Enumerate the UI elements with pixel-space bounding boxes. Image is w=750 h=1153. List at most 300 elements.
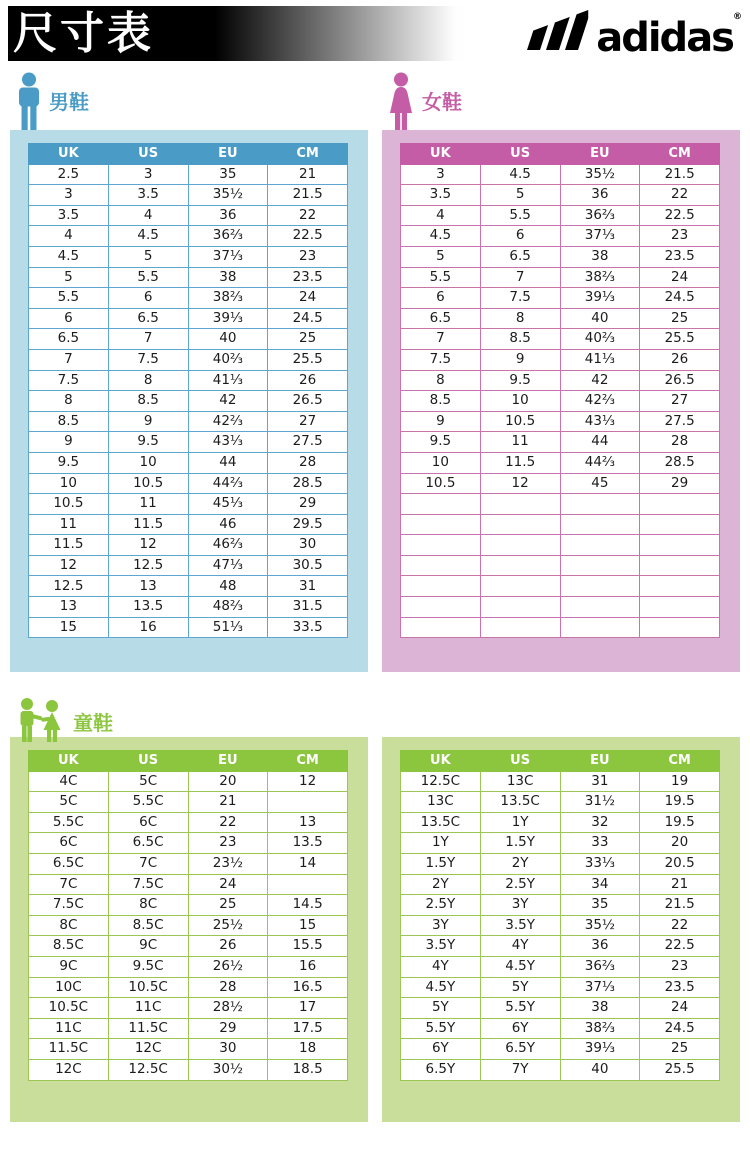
size-cell: 46: [188, 514, 268, 535]
size-cell: 13: [108, 576, 188, 597]
size-row: [29, 391, 348, 412]
size-row: [29, 205, 348, 226]
size-cell: 21: [640, 874, 720, 895]
size-cell: 12C: [108, 1039, 188, 1060]
size-cell: 3.5Y: [480, 915, 560, 936]
size-cell: 4.5: [401, 226, 481, 247]
size-cell: 31: [560, 771, 640, 792]
size-row: [401, 185, 720, 206]
man-icon: [14, 72, 44, 130]
size-cell: 6Y: [480, 1018, 560, 1039]
men-section-label: 男鞋: [49, 90, 89, 114]
size-cell: 7: [29, 349, 109, 370]
size-cell: [640, 535, 720, 556]
size-cell: [401, 494, 481, 515]
column-header-eu: EU: [188, 751, 268, 772]
size-cell: 10.5C: [29, 998, 109, 1019]
size-cell: 19.5: [640, 812, 720, 833]
size-cell: 10C: [29, 977, 109, 998]
size-cell: 9.5: [480, 370, 560, 391]
size-cell: 27: [640, 391, 720, 412]
size-row: [401, 792, 720, 813]
size-row: [401, 853, 720, 874]
women-section-label: 女鞋: [422, 90, 462, 114]
kids-size-table-right: [400, 750, 720, 1081]
title-bar: [8, 6, 468, 61]
size-cell: 28.5: [640, 452, 720, 473]
size-cell: [268, 874, 348, 895]
size-cell: 23.5: [268, 267, 348, 288]
size-cell: 25: [640, 308, 720, 329]
size-cell: 8.5: [108, 391, 188, 412]
size-cell: 37⅓: [188, 246, 268, 267]
size-row: [401, 915, 720, 936]
size-cell: 18: [268, 1039, 348, 1060]
men-section-header: [14, 72, 89, 130]
size-cell: [480, 494, 560, 515]
size-cell: [560, 535, 640, 556]
size-cell: 28½: [188, 998, 268, 1019]
size-cell: 46⅔: [188, 535, 268, 556]
size-cell: 3.5: [401, 185, 481, 206]
size-cell: [560, 514, 640, 535]
size-cell: 3: [108, 164, 188, 185]
size-cell: 5.5: [29, 288, 109, 309]
size-cell: [480, 535, 560, 556]
size-row: [401, 452, 720, 473]
size-cell: 29: [268, 494, 348, 515]
size-cell: 6: [108, 288, 188, 309]
size-row: [29, 226, 348, 247]
size-cell: 5: [480, 185, 560, 206]
size-cell: 26.5: [640, 370, 720, 391]
size-cell: 43⅓: [560, 411, 640, 432]
column-header-cm: CM: [640, 144, 720, 165]
size-cell: 48⅔: [188, 597, 268, 618]
size-cell: 40: [560, 1059, 640, 1080]
size-cell: 23½: [188, 853, 268, 874]
size-cell: 24: [268, 288, 348, 309]
size-cell: 33⅓: [560, 853, 640, 874]
size-cell: 16.5: [268, 977, 348, 998]
column-header-uk: UK: [401, 751, 481, 772]
size-row: [401, 494, 720, 515]
size-row: [29, 1018, 348, 1039]
size-row: [29, 246, 348, 267]
size-row: [401, 555, 720, 576]
size-row: [401, 514, 720, 535]
column-header-eu: EU: [560, 751, 640, 772]
size-cell: 22: [640, 915, 720, 936]
size-cell: [560, 555, 640, 576]
size-cell: 6.5C: [29, 853, 109, 874]
kids-left-table-body: [29, 771, 348, 1080]
size-cell: 35½: [560, 164, 640, 185]
size-row: [29, 1039, 348, 1060]
size-cell: 8C: [29, 915, 109, 936]
size-cell: 33.5: [268, 617, 348, 638]
size-cell: 9C: [29, 956, 109, 977]
size-row: [29, 812, 348, 833]
size-cell: 39⅓: [560, 288, 640, 309]
size-cell: 35½: [188, 185, 268, 206]
size-cell: 21.5: [640, 164, 720, 185]
size-cell: [401, 576, 481, 597]
size-cell: 7.5C: [29, 895, 109, 916]
size-cell: 1Y: [401, 833, 481, 854]
column-header-cm: CM: [268, 751, 348, 772]
size-cell: 7Y: [480, 1059, 560, 1080]
size-cell: 31½: [560, 792, 640, 813]
size-cell: [480, 576, 560, 597]
size-cell: 8.5: [401, 391, 481, 412]
size-cell: 17.5: [268, 1018, 348, 1039]
size-cell: 40: [560, 308, 640, 329]
adidas-logo: [524, 10, 742, 62]
size-cell: 9C: [108, 936, 188, 957]
size-cell: 26½: [188, 956, 268, 977]
size-cell: 32: [560, 812, 640, 833]
size-cell: 22: [640, 185, 720, 206]
size-cell: 44⅔: [560, 452, 640, 473]
size-cell: 7: [480, 267, 560, 288]
size-cell: 13C: [401, 792, 481, 813]
size-cell: 36: [560, 185, 640, 206]
size-cell: 12.5C: [401, 771, 481, 792]
size-cell: 1Y: [480, 812, 560, 833]
size-cell: 4Y: [401, 956, 481, 977]
size-cell: 36: [188, 205, 268, 226]
women-section-header: [385, 72, 462, 130]
size-cell: 11C: [108, 998, 188, 1019]
size-cell: 12: [268, 771, 348, 792]
size-cell: 11C: [29, 1018, 109, 1039]
size-cell: 11: [108, 494, 188, 515]
size-row: [401, 246, 720, 267]
size-cell: 6.5: [29, 329, 109, 350]
size-cell: 8: [401, 370, 481, 391]
size-row: [401, 576, 720, 597]
size-cell: 28: [188, 977, 268, 998]
size-cell: [640, 494, 720, 515]
size-cell: 4: [29, 226, 109, 247]
size-cell: 7C: [29, 874, 109, 895]
size-cell: 38: [560, 246, 640, 267]
size-cell: 4.5: [29, 246, 109, 267]
men-table-body: [29, 164, 348, 638]
men-table-header-row: [29, 144, 348, 165]
size-cell: [640, 514, 720, 535]
size-cell: 6C: [29, 833, 109, 854]
size-cell: 8C: [108, 895, 188, 916]
size-cell: [640, 617, 720, 638]
size-row: [29, 956, 348, 977]
size-cell: 9.5: [29, 452, 109, 473]
size-cell: 27.5: [268, 432, 348, 453]
size-cell: 10: [108, 452, 188, 473]
size-cell: [268, 792, 348, 813]
size-cell: 29.5: [268, 514, 348, 535]
size-cell: 8.5C: [29, 936, 109, 957]
size-cell: 9: [29, 432, 109, 453]
size-row: [401, 267, 720, 288]
size-cell: 44: [188, 452, 268, 473]
size-cell: 30: [268, 535, 348, 556]
size-cell: 7.5: [108, 349, 188, 370]
size-cell: 13C: [480, 771, 560, 792]
size-cell: 16: [108, 617, 188, 638]
size-row: [401, 432, 720, 453]
size-cell: 11.5C: [108, 1018, 188, 1039]
size-cell: 6: [480, 226, 560, 247]
size-cell: 40⅔: [188, 349, 268, 370]
size-cell: [401, 555, 481, 576]
size-cell: 10.5: [480, 411, 560, 432]
size-cell: 4: [401, 205, 481, 226]
size-row: [29, 576, 348, 597]
size-cell: 7.5: [401, 349, 481, 370]
size-cell: 11: [29, 514, 109, 535]
size-cell: 27.5: [640, 411, 720, 432]
size-cell: [480, 514, 560, 535]
size-cell: 17: [268, 998, 348, 1019]
size-cell: 11.5: [108, 514, 188, 535]
size-cell: 9.5: [108, 432, 188, 453]
kids-size-table-left: [28, 750, 348, 1081]
size-row: [29, 494, 348, 515]
size-row: [401, 936, 720, 957]
size-cell: 7.5C: [108, 874, 188, 895]
size-row: [29, 555, 348, 576]
size-cell: 13: [29, 597, 109, 618]
women-table-body: [401, 164, 720, 638]
size-cell: 22.5: [268, 226, 348, 247]
size-cell: 23: [268, 246, 348, 267]
size-cell: 20: [188, 771, 268, 792]
size-cell: 10.5C: [108, 977, 188, 998]
size-cell: 14.5: [268, 895, 348, 916]
size-cell: 12: [480, 473, 560, 494]
size-cell: 25.5: [268, 349, 348, 370]
size-cell: 10.5: [29, 494, 109, 515]
size-row: [29, 432, 348, 453]
size-cell: 5.5Y: [480, 998, 560, 1019]
size-cell: 35: [560, 895, 640, 916]
size-cell: 22: [188, 812, 268, 833]
size-cell: 12C: [29, 1059, 109, 1080]
size-cell: 12.5C: [108, 1059, 188, 1080]
size-cell: 25.5: [640, 329, 720, 350]
size-cell: 6.5Y: [401, 1059, 481, 1080]
size-cell: [640, 597, 720, 618]
size-cell: 10.5: [108, 473, 188, 494]
size-row: [29, 329, 348, 350]
size-row: [29, 535, 348, 556]
size-cell: 1.5Y: [480, 833, 560, 854]
size-cell: [560, 494, 640, 515]
size-cell: 19: [640, 771, 720, 792]
size-row: [29, 164, 348, 185]
size-cell: 25.5: [640, 1059, 720, 1080]
size-cell: 29: [188, 1018, 268, 1039]
size-cell: 35½: [560, 915, 640, 936]
size-cell: 34: [560, 874, 640, 895]
size-cell: 13.5: [108, 597, 188, 618]
column-header-cm: CM: [640, 751, 720, 772]
size-cell: 23: [640, 226, 720, 247]
size-row: [401, 895, 720, 916]
size-cell: 3Y: [401, 915, 481, 936]
size-cell: 5.5: [480, 205, 560, 226]
size-cell: 28: [640, 432, 720, 453]
size-cell: [560, 617, 640, 638]
size-cell: 21.5: [640, 895, 720, 916]
size-row: [401, 1039, 720, 1060]
size-row: [401, 1059, 720, 1080]
size-cell: [560, 597, 640, 618]
size-row: [29, 853, 348, 874]
size-row: [401, 977, 720, 998]
size-cell: 44⅔: [188, 473, 268, 494]
size-cell: 39⅓: [560, 1039, 640, 1060]
size-cell: 24: [188, 874, 268, 895]
size-cell: 8.5: [29, 411, 109, 432]
size-cell: 6Y: [401, 1039, 481, 1060]
size-cell: [480, 597, 560, 618]
size-row: [401, 349, 720, 370]
size-cell: 11.5: [480, 452, 560, 473]
size-cell: 42⅔: [188, 411, 268, 432]
size-cell: 3.5: [108, 185, 188, 206]
size-cell: 5: [29, 267, 109, 288]
size-cell: 3.5: [29, 205, 109, 226]
size-cell: 7: [401, 329, 481, 350]
size-row: [29, 349, 348, 370]
size-cell: 12.5: [29, 576, 109, 597]
size-cell: 5C: [108, 771, 188, 792]
size-cell: 22.5: [640, 205, 720, 226]
size-cell: 23: [640, 956, 720, 977]
size-cell: [640, 555, 720, 576]
size-row: [401, 1018, 720, 1039]
size-row: [401, 812, 720, 833]
size-cell: 42⅔: [560, 391, 640, 412]
size-cell: 26: [188, 936, 268, 957]
column-header-uk: UK: [29, 144, 109, 165]
kids-right-table-body: [401, 771, 720, 1080]
size-cell: 45⅓: [188, 494, 268, 515]
size-row: [29, 833, 348, 854]
size-cell: 7: [108, 329, 188, 350]
size-row: [401, 288, 720, 309]
size-cell: 2.5Y: [401, 895, 481, 916]
size-cell: 24: [640, 998, 720, 1019]
kids-size-panel-left: [10, 737, 368, 1122]
size-cell: 40: [188, 329, 268, 350]
page-title: 尺寸表: [13, 7, 154, 59]
size-cell: [560, 576, 640, 597]
size-cell: 38: [560, 998, 640, 1019]
size-cell: 15: [29, 617, 109, 638]
size-cell: 40⅔: [560, 329, 640, 350]
column-header-us: US: [480, 144, 560, 165]
size-cell: 4Y: [480, 936, 560, 957]
size-cell: 21: [188, 792, 268, 813]
column-header-us: US: [108, 144, 188, 165]
size-cell: 47⅓: [188, 555, 268, 576]
size-row: [29, 473, 348, 494]
size-cell: [480, 617, 560, 638]
size-cell: 8: [108, 370, 188, 391]
kids-left-table-header-row: [29, 751, 348, 772]
kids-right-table-header-row: [401, 751, 720, 772]
size-cell: 4C: [29, 771, 109, 792]
size-row: [29, 308, 348, 329]
size-cell: 3: [401, 164, 481, 185]
size-cell: 6C: [108, 812, 188, 833]
size-cell: 2.5Y: [480, 874, 560, 895]
size-cell: 10: [401, 452, 481, 473]
size-cell: 22: [268, 205, 348, 226]
size-row: [401, 597, 720, 618]
size-row: [401, 226, 720, 247]
size-cell: 36⅔: [560, 956, 640, 977]
column-header-us: US: [108, 751, 188, 772]
size-row: [401, 329, 720, 350]
size-row: [401, 833, 720, 854]
size-cell: 5.5C: [29, 812, 109, 833]
size-cell: 4.5Y: [480, 956, 560, 977]
size-cell: 23.5: [640, 246, 720, 267]
women-size-panel: [382, 130, 740, 672]
size-cell: 20: [640, 833, 720, 854]
size-cell: 48: [188, 576, 268, 597]
size-row: [401, 874, 720, 895]
size-row: [29, 452, 348, 473]
size-cell: 5Y: [401, 998, 481, 1019]
size-cell: 37⅓: [560, 226, 640, 247]
size-row: [29, 998, 348, 1019]
size-row: [29, 411, 348, 432]
size-cell: 23: [188, 833, 268, 854]
size-cell: 24.5: [640, 1018, 720, 1039]
size-cell: 6.5: [401, 308, 481, 329]
size-cell: 14: [268, 853, 348, 874]
size-cell: 9: [401, 411, 481, 432]
size-row: [401, 205, 720, 226]
size-cell: 11: [480, 432, 560, 453]
woman-icon: [385, 72, 417, 130]
size-cell: 37⅓: [560, 977, 640, 998]
size-cell: [401, 617, 481, 638]
size-cell: 41⅓: [560, 349, 640, 370]
kids-size-panel-right: [382, 737, 740, 1122]
size-cell: 31.5: [268, 597, 348, 618]
size-cell: 13: [268, 812, 348, 833]
size-row: [29, 771, 348, 792]
size-cell: 26.5: [268, 391, 348, 412]
size-cell: 28: [268, 452, 348, 473]
size-cell: 29: [640, 473, 720, 494]
size-row: [29, 617, 348, 638]
size-cell: 9: [108, 411, 188, 432]
size-row: [29, 977, 348, 998]
size-row: [29, 792, 348, 813]
size-cell: 13.5C: [401, 812, 481, 833]
size-cell: 8: [29, 391, 109, 412]
size-cell: 41⅓: [188, 370, 268, 391]
size-cell: 43⅓: [188, 432, 268, 453]
